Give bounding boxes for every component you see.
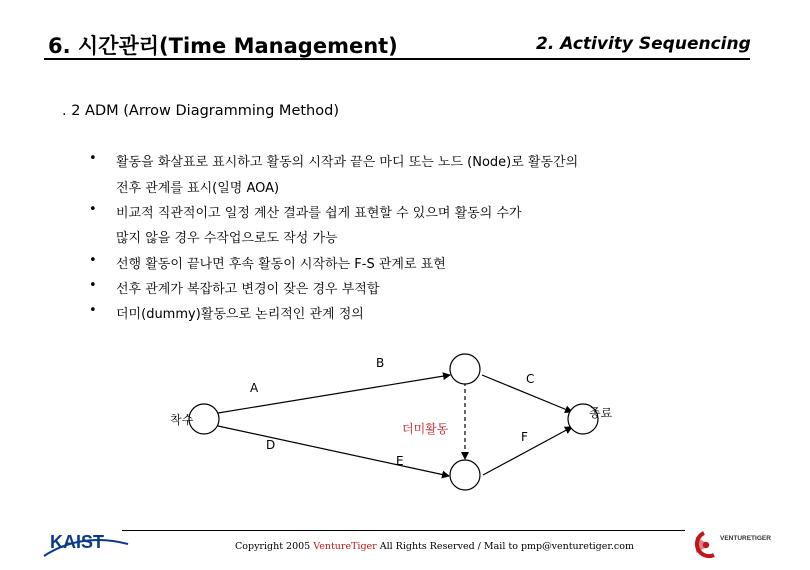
label-f: F xyxy=(521,430,528,444)
bullet-4: 선후 관계가 복잡하고 변경이 잦은 경우 부적합 xyxy=(116,282,380,297)
bullet-3: 선행 활동이 끝나면 후속 활동이 시작하는 F-S 관계로 표현 xyxy=(116,257,446,272)
label-b: B xyxy=(376,356,385,370)
bullet-dot: • xyxy=(89,202,97,217)
label-e: E xyxy=(396,454,404,468)
node-e xyxy=(450,460,480,490)
kaist-logo-text: KAIST xyxy=(50,532,104,552)
bullet-dot: • xyxy=(89,278,97,293)
copyright-prefix: Copyright 2005 xyxy=(235,541,314,552)
label-end: 종료 xyxy=(589,406,613,420)
kaist-logo xyxy=(40,526,130,558)
copyright-brand: VentureTiger xyxy=(313,541,377,552)
node-b xyxy=(450,354,480,384)
bullet-1-line-1: 활동을 화살표로 표시하고 활동의 시작과 끝은 마디 또는 노드 (Node)로 활동간의 xyxy=(116,155,579,170)
bullet-dot: • xyxy=(89,303,97,318)
copyright-text xyxy=(235,541,634,552)
venturetiger-logo xyxy=(690,527,802,563)
bullet-2-line-1: 비교적 직관적이고 일정 계산 결과를 쉽게 표현할 수 있으며 활동의 수가 xyxy=(116,206,522,221)
start-node xyxy=(189,404,219,434)
bullet-1-line-2: 전후 관계를 표시(일명 AOA) xyxy=(116,181,280,196)
bullet-dot: • xyxy=(89,253,97,268)
bullet-dot: • xyxy=(89,151,97,166)
label-dummy-activity: 더미활동 xyxy=(402,422,449,436)
page-subtitle: 2. Activity Sequencing xyxy=(536,34,751,54)
label-c: C xyxy=(526,372,535,386)
label-d: D xyxy=(266,438,276,452)
bullet-2-line-2: 많지 않을 경우 수작업으로도 작성 가능 xyxy=(116,231,338,246)
venturetiger-logo-text: VENTURETIGER xyxy=(720,535,771,542)
label-start: 착수 xyxy=(170,413,194,427)
page-title: 6. 시간관리(Time Management) xyxy=(48,34,398,58)
section-heading: . 2 ADM (Arrow Diagramming Method) xyxy=(62,103,339,119)
copyright-suffix: All Rights Reserved / Mail to pmp@venturetiger.com xyxy=(376,541,634,552)
footer-divider xyxy=(122,530,685,531)
bullet-5: 더미(dummy)활동으로 논리적인 관계 정의 xyxy=(116,307,364,322)
label-a: A xyxy=(250,381,259,395)
